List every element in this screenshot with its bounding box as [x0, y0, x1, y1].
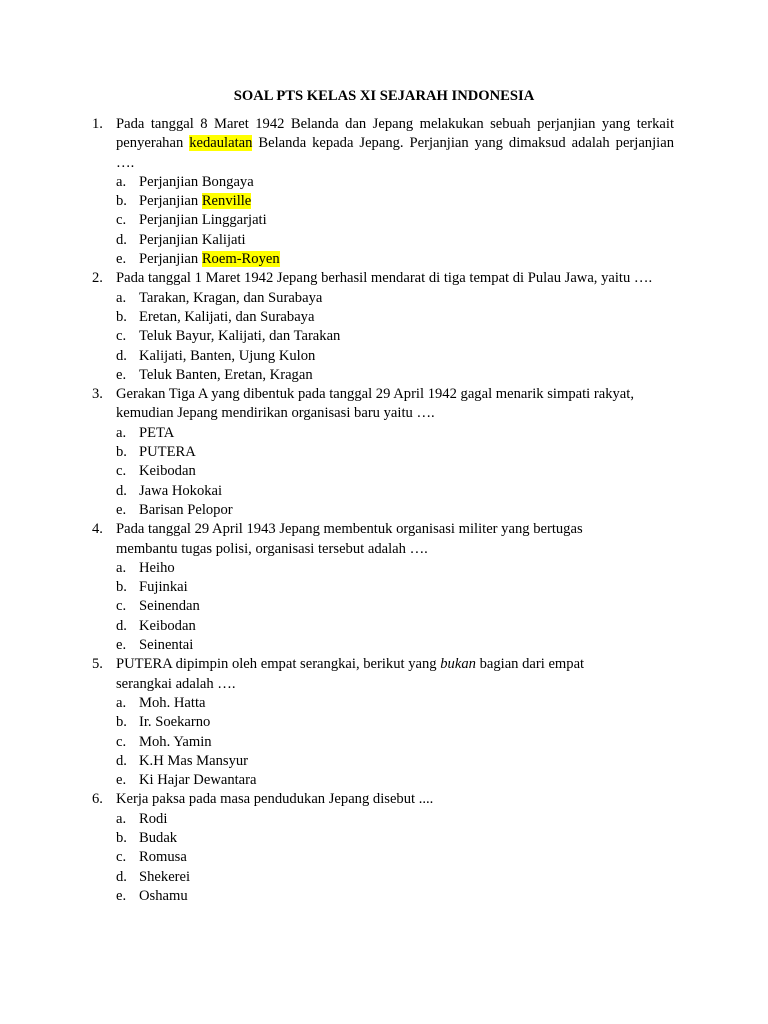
option-e [0, 501, 768, 520]
option-d [0, 231, 768, 250]
option-text: Eretan, Kalijati, dan Surabaya [139, 308, 315, 325]
option-b [0, 192, 768, 211]
option-c [0, 733, 768, 752]
question-text-part: PUTERA dipimpin oleh empat serangkai, berikut yang [116, 656, 441, 673]
question-text-part: bagian dari empat serangkai adalah …. [116, 656, 585, 692]
option-c [0, 327, 768, 346]
option-a [0, 424, 768, 443]
option-letter: a. [116, 289, 127, 306]
question-text: Gerakan Tiga A yang dibentuk pada tanggal 29 April 1942 gagal menarik simpati rakyat, kemudian Jepang mendirikan organisasi baru yaitu …. [116, 386, 634, 422]
option-letter: e. [116, 251, 127, 268]
question-1 [0, 115, 768, 269]
option-text-part: Perjanjian Bongaya [139, 173, 254, 190]
option-text: Shekerei [139, 868, 191, 885]
question-text: Pada tanggal 29 April 1943 Jepang membentuk organisasi militer yang bertugas membantu tugas polisi, organisasi tersebut adalah …. [116, 521, 583, 557]
question-text-part: Belanda kepada Jepang. Perjanjian yang dimaksud adalah perjanjian …. [116, 135, 674, 171]
option-text: Moh. Hatta [139, 694, 206, 711]
option-d [0, 868, 768, 887]
option-text: Jawa Hokokai [139, 482, 223, 499]
option-text [139, 173, 254, 192]
option-d [0, 347, 768, 366]
question-text: Pada tanggal 1 Maret 1942 Jepang berhasil mendarat di tiga tempat di Pulau Jawa, yaitu …. [116, 270, 653, 287]
question-number: 6. [92, 791, 103, 808]
option-letter: b. [116, 829, 127, 846]
option-letter: e. [116, 887, 127, 904]
option-letter: d. [116, 868, 127, 885]
option-text [139, 231, 246, 250]
option-letter: e. [116, 366, 127, 383]
option-b [0, 578, 768, 597]
option-e [0, 366, 768, 385]
question-3 [0, 385, 768, 520]
option-text: Fujinkai [139, 579, 188, 596]
option-a [0, 810, 768, 829]
question-list [0, 115, 768, 906]
option-text: Kalijati, Banten, Ujung Kulon [139, 347, 316, 364]
option-text [139, 192, 251, 211]
option-a [0, 173, 768, 192]
question-text-part: Pada tanggal 8 Maret 1942 Belanda dan Jepang melakukan sebuah perjanjian yang terkait penyerahan [116, 116, 674, 152]
option-a [0, 559, 768, 578]
highlighted-word: Roem-Royen [201, 251, 280, 268]
option-letter: c. [116, 598, 127, 615]
option-letter: d. [116, 617, 127, 634]
option-letter: e. [116, 637, 127, 654]
option-c [0, 462, 768, 481]
option-text: Seinentai [139, 637, 194, 654]
option-text-part: Perjanjian Kalijati [139, 231, 246, 248]
question-number: 3. [92, 386, 103, 403]
option-list [0, 559, 768, 655]
option-text: Budak [139, 829, 178, 846]
question-4 [0, 520, 768, 655]
highlighted-word: Renville [201, 193, 252, 210]
question-number: 2. [92, 270, 103, 287]
option-d [0, 617, 768, 636]
option-d [0, 752, 768, 771]
question-text [116, 115, 674, 173]
option-text-part: Perjanjian Linggarjati [139, 212, 267, 229]
option-letter: b. [116, 308, 127, 325]
option-text: Keibodan [139, 617, 196, 634]
question-text: Kerja paksa pada masa pendudukan Jepang disebut .... [116, 791, 434, 808]
option-text [139, 211, 267, 230]
option-letter: d. [116, 482, 127, 499]
option-letter: c. [116, 328, 127, 345]
option-text: Romusa [139, 849, 187, 866]
option-e [0, 771, 768, 790]
option-letter: b. [116, 579, 127, 596]
option-text: Ir. Soekarno [139, 714, 211, 731]
option-letter: d. [116, 347, 127, 364]
option-c [0, 211, 768, 230]
option-e [0, 250, 768, 269]
option-b [0, 713, 768, 732]
option-letter: d. [116, 752, 127, 769]
option-e [0, 887, 768, 906]
question-2 [0, 269, 768, 385]
option-c [0, 848, 768, 867]
option-b [0, 829, 768, 848]
option-text: Seinendan [139, 598, 200, 615]
option-letter: e. [116, 501, 127, 518]
option-a [0, 289, 768, 308]
option-letter: b. [116, 444, 127, 461]
option-letter: b. [116, 193, 127, 210]
option-list [0, 289, 768, 385]
question-5 [0, 655, 768, 790]
option-text [139, 250, 280, 269]
option-text: Teluk Bayur, Kalijati, dan Tarakan [139, 328, 341, 345]
option-text: Oshamu [139, 887, 188, 904]
option-list [0, 694, 768, 790]
option-letter: e. [116, 772, 127, 789]
option-letter: a. [116, 694, 127, 711]
option-letter: d. [116, 231, 127, 248]
question-number: 5. [92, 656, 103, 673]
document-title: SOAL PTS KELAS XI SEJARAH INDONESIA [233, 88, 535, 104]
option-text: Ki Hajar Dewantara [139, 772, 257, 789]
question-6 [0, 790, 768, 906]
option-letter: a. [116, 559, 127, 576]
option-text: Barisan Pelopor [139, 501, 233, 518]
option-text: Heiho [139, 559, 175, 576]
option-letter: a. [116, 810, 127, 827]
option-text: Tarakan, Kragan, dan Surabaya [139, 289, 323, 306]
option-c [0, 597, 768, 616]
option-letter: a. [116, 424, 127, 441]
option-text-part: Perjanjian [139, 251, 202, 268]
option-e [0, 636, 768, 655]
option-letter: c. [116, 212, 127, 229]
question-text [116, 655, 616, 694]
option-letter: b. [116, 714, 127, 731]
emphasized-word: bukan [440, 656, 476, 673]
option-text: Teluk Banten, Eretan, Kragan [139, 366, 313, 383]
option-text: PETA [139, 424, 175, 441]
option-d [0, 482, 768, 501]
option-a [0, 694, 768, 713]
option-letter: a. [116, 173, 127, 190]
option-b [0, 443, 768, 462]
question-number: 4. [92, 521, 103, 538]
option-text: Keibodan [139, 463, 196, 480]
option-letter: c. [116, 733, 127, 750]
option-list [0, 810, 768, 906]
highlighted-word: kedaulatan [189, 135, 253, 152]
option-text: Rodi [139, 810, 168, 827]
option-letter: c. [116, 849, 127, 866]
option-text: K.H Mas Mansyur [139, 752, 249, 769]
option-text-part: Perjanjian [139, 193, 202, 210]
option-list [0, 424, 768, 520]
option-letter: c. [116, 463, 127, 480]
option-text: PUTERA [139, 444, 196, 461]
question-number: 1. [92, 116, 103, 132]
option-text: Moh. Yamin [139, 733, 212, 750]
option-b [0, 308, 768, 327]
option-list [0, 173, 768, 269]
